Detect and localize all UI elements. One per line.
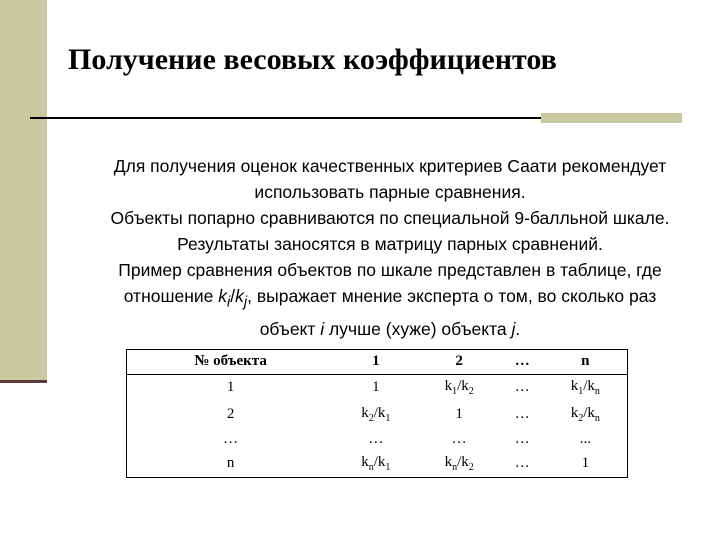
matrix-cell: 1 bbox=[226, 379, 235, 396]
matrix-cell: $k_2/k_1$ bbox=[361, 404, 391, 424]
comparison-matrix bbox=[126, 349, 628, 478]
title-rule-accent bbox=[541, 113, 682, 123]
matrix-cell: 1 bbox=[581, 455, 590, 472]
matrix-cell: $k_2/k_n$ bbox=[570, 404, 600, 424]
paragraph-1: Для получения оценок качественных критериев Саати рекомендует использовать парные сравнения. bbox=[113, 156, 667, 202]
matrix-cell: 2 bbox=[226, 405, 235, 422]
matrix-header-cell: 1 bbox=[334, 350, 417, 374]
matrix-cell: 1 bbox=[455, 405, 463, 422]
matrix-row bbox=[127, 374, 627, 401]
matrix-header-cell: № объекта bbox=[127, 350, 334, 374]
matrix-header-cell: … bbox=[501, 350, 544, 374]
matrix-cell: ... bbox=[579, 430, 591, 447]
side-accent-bar bbox=[0, 0, 47, 382]
matrix-cell: $k_n/k_1$ bbox=[361, 454, 391, 474]
matrix-cell: … bbox=[514, 379, 530, 396]
matrix-cell: … bbox=[451, 430, 467, 447]
matrix-cell: $k_1/k_2$ bbox=[444, 378, 474, 398]
matrix-header-row bbox=[127, 350, 627, 374]
matrix-row bbox=[127, 401, 627, 427]
side-accent-line bbox=[0, 380, 47, 383]
matrix-cell: … bbox=[223, 430, 239, 447]
matrix-cell: n bbox=[226, 455, 235, 472]
matrix-cell: $k_1/k_n$ bbox=[570, 378, 600, 398]
matrix-cell: … bbox=[368, 430, 384, 447]
matrix-row bbox=[127, 451, 627, 477]
paragraph-2: Объекты попарно сравниваются по специальной 9-балльной шкале. Результаты заносятся в матрицу парных сравнений. bbox=[110, 208, 670, 254]
matrix-cell: … bbox=[514, 405, 530, 422]
matrix-cell: … bbox=[514, 455, 530, 472]
matrix-header-cell: 2 bbox=[418, 350, 501, 374]
paragraph-3: Пример сравнения объектов по шкале представлен в таблице, где отношение $k_i/k_j$, выражает мнение эксперта о том, во сколько раз объект i лучше (хуже) объекта j. bbox=[118, 260, 662, 339]
body-text bbox=[95, 153, 685, 342]
matrix-cell: … bbox=[514, 430, 530, 447]
matrix-cell: $k_n/k_2$ bbox=[444, 454, 474, 474]
matrix-header-cell: n bbox=[544, 350, 627, 374]
matrix-cell: 1 bbox=[372, 379, 380, 396]
slide-title: Получение весовых коэффициентов bbox=[68, 43, 557, 76]
matrix-row bbox=[127, 427, 627, 450]
